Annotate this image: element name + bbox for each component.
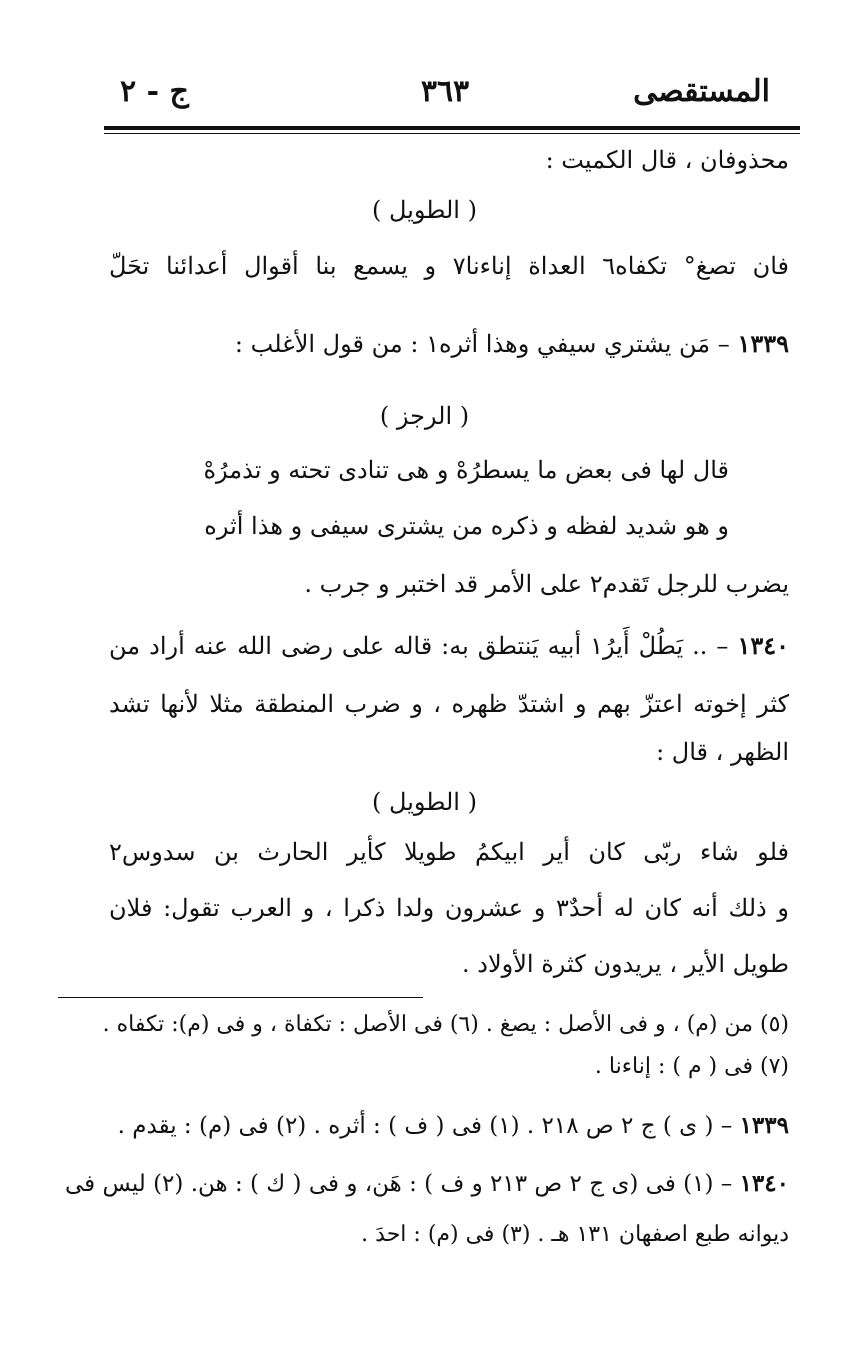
entry-1340	[109, 632, 789, 661]
meter-label: ( الطويل )	[372, 196, 477, 224]
entry-text: – مَن يشتري سيفي وهذا أثره١ : من قول الأغلب :	[234, 330, 730, 358]
verse-line: فلو شاء ربّى كان أير ابيكمُ طويلا كأير الحارث بن سدوس٢	[109, 838, 789, 866]
footnote-text: – ( ى ) ج ٢ ص ٢١٨ . (١) فى ( ف ) : أثره . (٢) فى (م) : يقدم .	[117, 1113, 733, 1139]
entry-number: ١٣٣٩	[737, 329, 789, 358]
text-line: الظهر ، قال :	[656, 738, 789, 766]
entry-text: – .. يَطُلْ أَيرُ١ أبيه يَنتطق به: قاله على رضى الله عنه أراد من	[109, 632, 729, 660]
text-line: و ذلك أنه كان له أحدٌ٣ و عشرون ولدا ذكرا ، و العرب تقول: فلان	[109, 894, 789, 922]
footnote-1339	[118, 1112, 789, 1141]
footnote-line: ديوانه طبع اصفهان ١٣١ هـ . (٣) فى (م) : احدَ .	[361, 1222, 789, 1247]
meter-label: ( الرجز )	[379, 402, 470, 430]
footnote-1340	[65, 1170, 789, 1199]
footnote-rule	[58, 997, 423, 998]
meter-label: ( الطويل )	[372, 788, 477, 816]
header-rule-thick	[104, 126, 800, 130]
footnote-text: – (١) فى (ى ج ٢ ص ٢١٣ و ف ) : هَن، و فى ( ك ) : هن. (٢) ليس فى	[65, 1171, 733, 1197]
volume-label: ج - ٢	[120, 74, 189, 109]
footnote-line: (٧) فى ( م ) : إناءنا .	[594, 1054, 789, 1079]
page-header	[120, 74, 770, 118]
header-rule-thin	[104, 133, 800, 134]
text-line: يضرب للرجل تَقدم٢ على الأمر قد اختبر و جرب .	[304, 570, 789, 598]
text-line: طويل الأير ، يريدون كثرة الأولاد .	[462, 950, 789, 978]
verse-line: قال لها فى بعض ما يسطرُهْ و هى تنادى تحته و تذمرُهْ	[203, 456, 729, 484]
running-title: المستقصى	[633, 74, 770, 109]
footnote-entry-number: ١٣٤٠	[739, 1170, 789, 1197]
entry-number: ١٣٤٠	[737, 631, 790, 660]
footnote-entry-number: ١٣٣٩	[739, 1112, 789, 1139]
text-line: محذوفان ، قال الكميت :	[545, 146, 789, 174]
footnote-line: (٥) من (م) ، و فى الأصل : يصغ . (٦) فى الأصل : تكفاة ، و فى (م): تكفاه .	[102, 1012, 789, 1037]
page-number: ٣٦٣	[420, 74, 470, 109]
verse-line: فان تصغ° تكفاه٦ العداة إناءنا٧ و يسمع بنا أقوال أعدائنا تحَلّ	[109, 252, 789, 280]
entry-1339	[235, 330, 789, 359]
verse-line: و هو شديد لفظه و ذكره من يشترى سيفى و هذا أثره	[204, 512, 729, 540]
text-line: كثر إخوته اعتزّ بهم و اشتدّ ظهره ، و ضرب المنطقة مثلا لأنها تشد	[109, 690, 789, 718]
